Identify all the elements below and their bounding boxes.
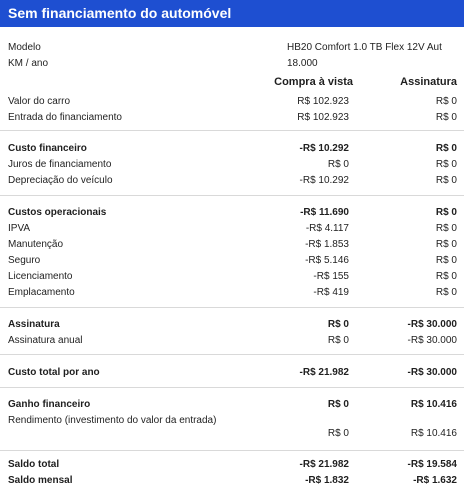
cash-value: R$ 102.923 <box>297 96 349 107</box>
divider <box>0 307 464 308</box>
cash-value: -R$ 10.292 <box>299 175 349 186</box>
subscription-value: R$ 0 <box>435 96 457 107</box>
row-label: Entrada do financiamento <box>8 112 122 123</box>
divider <box>0 195 464 196</box>
subscription-value: -R$ 19.584 <box>407 459 457 470</box>
info-value: HB20 Comfort 1.0 TB Flex 12V Aut <box>287 42 442 53</box>
row-label: Ganho financeiro <box>8 399 91 410</box>
row-label: Assinatura anual <box>8 335 83 346</box>
row-label: Saldo total <box>8 459 60 470</box>
subscription-value: R$ 0 <box>435 287 457 298</box>
cash-value: -R$ 4.117 <box>305 223 349 234</box>
cash-value: -R$ 11.690 <box>300 207 349 218</box>
cash-value: -R$ 5.146 <box>305 255 349 266</box>
cash-value: R$ 0 <box>327 159 349 170</box>
cash-value: R$ 0 <box>327 335 349 346</box>
subscription-value: R$ 0 <box>435 112 457 123</box>
row-label: Valor do carro <box>8 96 71 107</box>
cash-value: -R$ 155 <box>313 271 349 282</box>
cash-value: -R$ 21.982 <box>299 367 349 378</box>
divider <box>0 450 464 451</box>
subscription-value: R$ 0 <box>435 271 457 282</box>
subscription-value: R$ 0 <box>435 207 457 218</box>
row-label: IPVA <box>8 223 31 234</box>
subscription-value: R$ 0 <box>435 175 457 186</box>
row-label: Saldo mensal <box>8 475 73 486</box>
subscription-value: R$ 0 <box>435 239 457 250</box>
cash-value: -R$ 1.853 <box>305 239 349 250</box>
divider <box>0 354 464 355</box>
column-header-cash: Compra à vista <box>274 76 353 88</box>
cash-value: R$ 0 <box>327 399 349 410</box>
info-label: KM / ano <box>8 58 49 69</box>
cash-value: -R$ 21.982 <box>299 459 349 470</box>
subscription-value: -R$ 1.632 <box>413 475 457 486</box>
row-label: Custos operacionais <box>8 207 107 218</box>
cash-value: -R$ 1.832 <box>305 475 349 486</box>
info-value: 18.000 <box>287 58 318 69</box>
divider <box>0 130 464 131</box>
row-label: Juros de financiamento <box>8 159 112 170</box>
row-label: Custo total por ano <box>8 367 100 378</box>
subscription-value: R$ 0 <box>435 223 457 234</box>
row-label: Depreciação do veículo <box>8 175 113 186</box>
info-label: Modelo <box>8 42 41 53</box>
cash-value: -R$ 419 <box>313 287 349 298</box>
row-label: Seguro <box>8 255 41 266</box>
cash-value: R$ 0 <box>327 319 349 330</box>
page-title: Sem financiamento do automóvel <box>0 0 464 27</box>
subscription-value: -R$ 30.000 <box>407 367 457 378</box>
subscription-value: R$ 10.416 <box>410 399 457 410</box>
row-label: Rendimento (investimento do valor da entrada) <box>8 415 217 426</box>
row-label: Licenciamento <box>8 271 73 282</box>
cash-value: R$ 102.923 <box>297 112 349 123</box>
column-header-subscription: Assinatura <box>400 76 457 88</box>
subscription-value: R$ 10.416 <box>410 428 457 439</box>
row-label: Emplacamento <box>8 287 75 298</box>
cash-value: -R$ 10.292 <box>299 143 349 154</box>
row-label: Manutenção <box>8 239 64 250</box>
row-label: Assinatura <box>8 319 60 330</box>
divider <box>0 387 464 388</box>
subscription-value: -R$ 30.000 <box>407 335 457 346</box>
subscription-value: -R$ 30.000 <box>407 319 457 330</box>
cash-value: R$ 0 <box>327 428 349 439</box>
subscription-value: R$ 0 <box>435 159 457 170</box>
subscription-value: R$ 0 <box>435 255 457 266</box>
subscription-value: R$ 0 <box>435 143 457 154</box>
row-label: Custo financeiro <box>8 143 87 154</box>
